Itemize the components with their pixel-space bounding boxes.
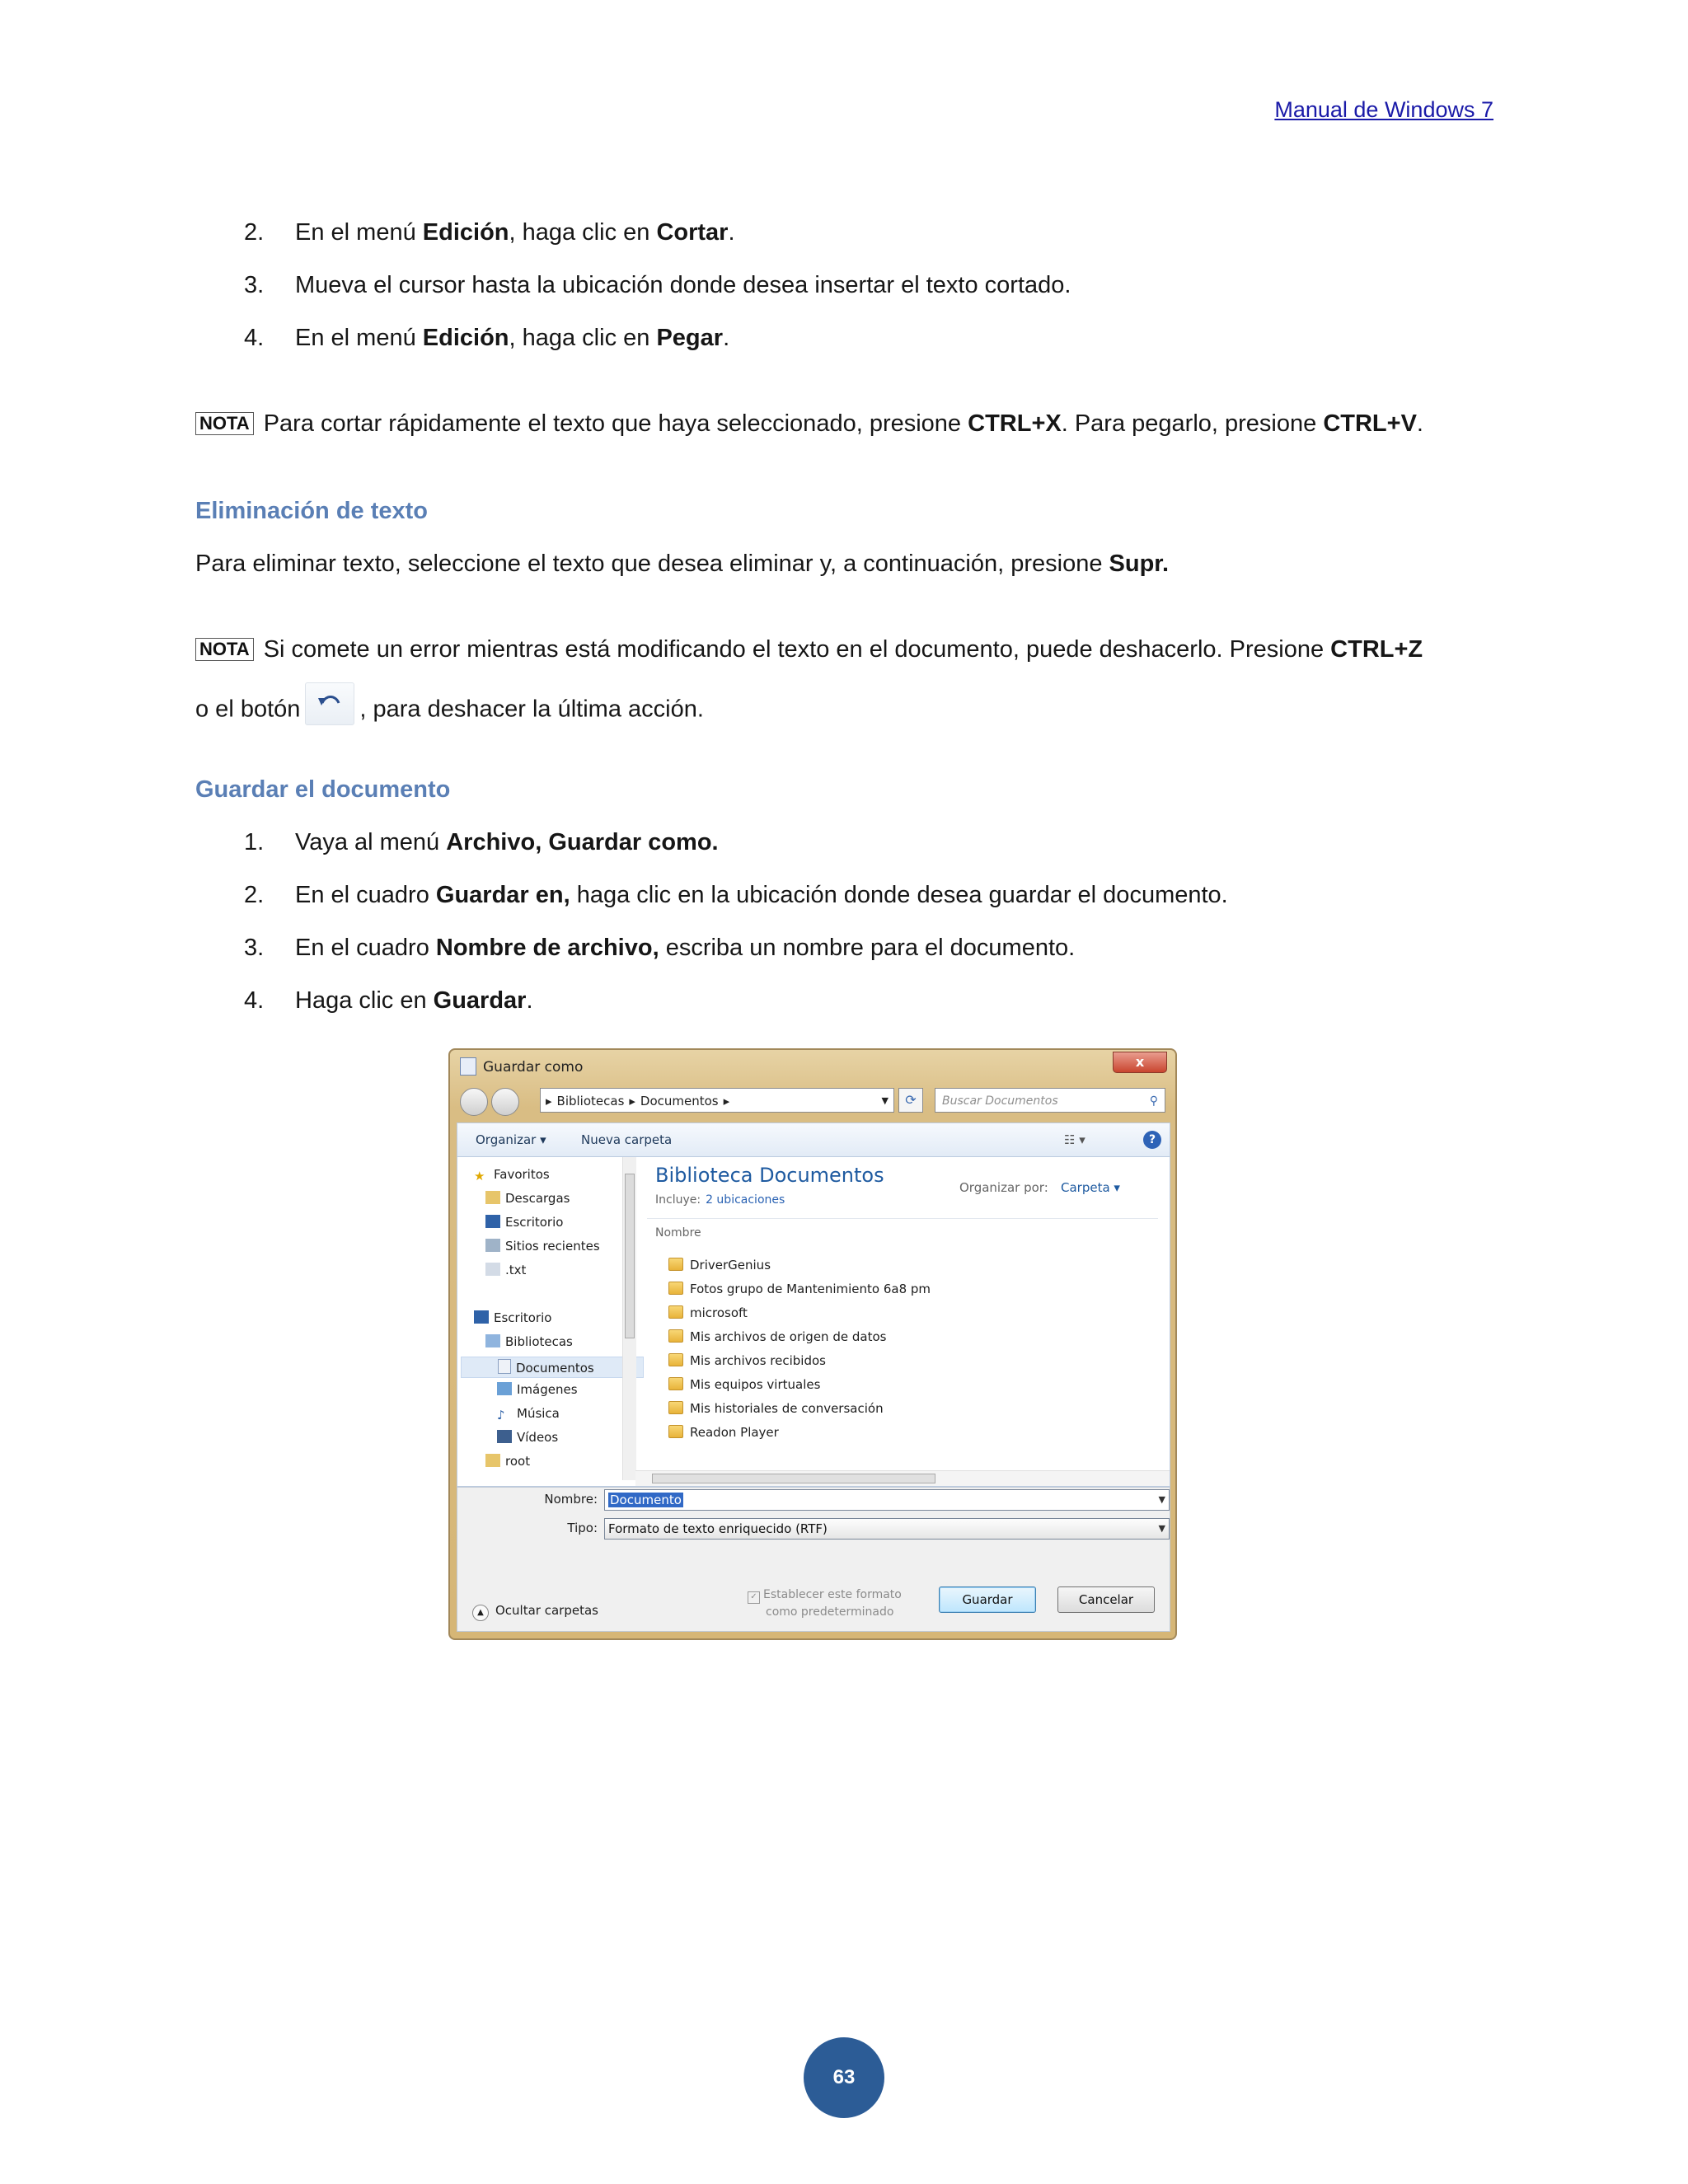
nav-item-favorites[interactable]: ★ Favoritos <box>474 1167 550 1183</box>
list-item: 3. Mueva el cursor hasta la ubicación donde desea insertar el texto cortado. <box>244 272 1071 298</box>
back-button[interactable] <box>460 1088 488 1116</box>
nav-item-documents[interactable]: Documentos <box>461 1357 644 1378</box>
save-as-dialog <box>448 1048 1177 1640</box>
default-format-checkbox[interactable]: ✓ Establecer este formato como predeterminado <box>748 1586 902 1620</box>
nav-item-desktop[interactable]: Escritorio <box>485 1215 563 1230</box>
list-item[interactable]: Mis historiales de conversación <box>668 1401 884 1416</box>
nav-item-music[interactable]: ♪ Música <box>497 1406 560 1422</box>
pictures-icon <box>497 1382 512 1395</box>
list-item: 4. En el menú Edición, haga clic en Pegar. <box>244 325 730 351</box>
libraries-icon <box>485 1334 500 1347</box>
note-paragraph: NOTA Para cortar rápidamente el texto que haya seleccionado, presione CTRL+X. Para pegarlo, presione CTRL+V. <box>195 410 1423 438</box>
organize-button[interactable]: Organizar ▾ <box>476 1132 546 1147</box>
nav-scroll-thumb[interactable] <box>625 1174 635 1338</box>
item-number: 2. <box>244 882 265 908</box>
checkbox-icon[interactable]: ✓ <box>748 1591 760 1604</box>
view-options-icon[interactable]: ☷ ▾ <box>1064 1132 1085 1147</box>
column-header-name[interactable]: Nombre <box>655 1226 701 1240</box>
videos-icon <box>497 1430 512 1443</box>
forward-button[interactable] <box>491 1088 519 1116</box>
page-number: 63 <box>804 2037 884 2118</box>
arrange-label: Organizar por: <box>959 1180 1048 1195</box>
breadcrumb-item[interactable]: Documentos <box>640 1094 719 1108</box>
file-list-pane <box>635 1157 1170 1486</box>
list-item[interactable]: Mis equipos virtuales <box>668 1377 820 1392</box>
list-item[interactable]: Mis archivos recibidos <box>668 1353 826 1368</box>
library-icon: ▸ <box>546 1094 552 1108</box>
column-divider <box>647 1218 1158 1219</box>
data-source-folder-icon <box>668 1329 683 1343</box>
item-number: 3. <box>244 272 265 298</box>
command-bar <box>457 1122 1170 1157</box>
list-item[interactable]: microsoft <box>668 1305 748 1320</box>
section-heading: Eliminación de texto <box>195 498 428 524</box>
browser-area <box>457 1157 1170 1487</box>
downloads-icon <box>485 1191 500 1204</box>
chevron-down-icon[interactable]: ▼ <box>1158 1494 1165 1505</box>
list-item[interactable]: DriverGenius <box>668 1258 771 1272</box>
section-heading: Guardar el documento <box>195 776 451 803</box>
hide-folders-button[interactable]: ▲ Ocultar carpetas <box>472 1603 598 1621</box>
save-options-area <box>457 1487 1170 1632</box>
dialog-title: Guardar como <box>483 1059 584 1076</box>
list-item: 2. En el cuadro Guardar en, haga clic en la ubicación donde desea guardar el documento. <box>244 882 1228 908</box>
includes-link[interactable]: 2 ubicaciones <box>706 1193 785 1207</box>
note-paragraph-line2: o el botón , para deshacer la última acción. <box>195 689 704 732</box>
desktop-icon <box>474 1310 489 1324</box>
header-link[interactable]: Manual de Windows 7 <box>1274 97 1493 122</box>
item-number: 2. <box>244 219 265 246</box>
name-label: Nombre: <box>544 1492 598 1507</box>
help-icon[interactable]: ? <box>1143 1131 1161 1149</box>
desktop-icon <box>485 1215 500 1228</box>
item-number: 1. <box>244 829 265 855</box>
star-icon: ★ <box>474 1169 485 1183</box>
folder-icon <box>668 1401 683 1414</box>
music-icon: ♪ <box>497 1408 505 1422</box>
note-badge: NOTA <box>195 412 254 435</box>
list-item[interactable]: Readon Player <box>668 1425 779 1440</box>
breadcrumb-separator-icon: ▸ <box>723 1094 730 1108</box>
folder-icon <box>668 1353 683 1366</box>
folder-icon <box>668 1425 683 1438</box>
search-icon: ⚲ <box>1149 1094 1158 1108</box>
nav-item-downloads[interactable]: Descargas <box>485 1191 570 1206</box>
address-dropdown-icon[interactable]: ▼ <box>881 1095 889 1106</box>
undo-icon <box>305 682 354 725</box>
folder-icon <box>668 1377 683 1390</box>
nav-scrollbar[interactable] <box>622 1157 636 1480</box>
chevron-down-icon[interactable]: ▼ <box>1158 1523 1165 1534</box>
list-item[interactable]: Fotos grupo de Mantenimiento 6a8 pm <box>668 1282 931 1296</box>
list-item: 4. Haga clic en Guardar. <box>244 987 533 1014</box>
arrange-dropdown[interactable]: Carpeta ▾ <box>1061 1180 1120 1195</box>
library-title: Biblioteca Documentos <box>655 1164 884 1187</box>
search-input[interactable]: Buscar Documentos ⚲ <box>935 1088 1165 1113</box>
list-item: 3. En el cuadro Nombre de archivo, escriba un nombre para el documento. <box>244 935 1076 961</box>
recent-places-icon <box>485 1239 500 1252</box>
nav-item-txt[interactable]: .txt <box>485 1263 526 1277</box>
nav-item-libraries[interactable]: Bibliotecas <box>485 1334 573 1349</box>
user-folder-icon <box>485 1454 500 1467</box>
navigation-pane <box>457 1157 636 1486</box>
nav-item-desktop-root[interactable]: Escritorio <box>474 1310 551 1325</box>
item-number: 4. <box>244 325 265 351</box>
list-item[interactable]: Mis archivos de origen de datos <box>668 1329 886 1344</box>
dialog-icon <box>460 1057 476 1076</box>
new-folder-button[interactable]: Nueva carpeta <box>581 1132 673 1147</box>
item-number: 3. <box>244 935 265 961</box>
file-list-scroll-thumb[interactable] <box>652 1474 935 1483</box>
nav-item-root[interactable]: root <box>485 1454 530 1469</box>
nav-item-videos[interactable]: Vídeos <box>497 1430 558 1445</box>
file-list-scrollbar[interactable] <box>635 1470 1170 1486</box>
breadcrumb-item[interactable]: Bibliotecas <box>556 1094 625 1108</box>
nav-item-recent[interactable]: Sitios recientes <box>485 1239 600 1254</box>
chevron-up-icon: ▲ <box>472 1605 489 1621</box>
address-bar[interactable] <box>540 1088 894 1113</box>
list-item: 1. Vaya al menú Archivo, Guardar como. <box>244 829 719 855</box>
nav-item-images[interactable]: Imágenes <box>497 1382 578 1397</box>
folder-icon <box>668 1282 683 1295</box>
close-button[interactable]: x <box>1113 1052 1167 1073</box>
folder-icon <box>668 1258 683 1271</box>
file-type-select[interactable]: Formato de texto enriquecido (RTF) ▼ <box>604 1518 1170 1540</box>
note-paragraph: NOTA Si comete un error mientras está modificando el texto en el documento, puede deshacerlo. Presione CTRL+Z <box>195 636 1423 663</box>
note-badge: NOTA <box>195 638 254 661</box>
folder-icon <box>668 1305 683 1319</box>
refresh-button[interactable]: ⟳ <box>898 1088 923 1113</box>
body-paragraph: Para eliminar texto, seleccione el texto que desea eliminar y, a continuación, presione Supr. <box>195 551 1170 577</box>
type-label: Tipo: <box>567 1521 598 1535</box>
filename-field[interactable]: Documento ▼ <box>604 1489 1170 1511</box>
file-icon <box>485 1263 500 1276</box>
library-includes: Incluye: 2 ubicaciones <box>655 1193 785 1207</box>
cancel-button[interactable]: Cancelar <box>1057 1586 1155 1613</box>
item-number: 4. <box>244 987 265 1014</box>
documents-icon <box>498 1359 511 1374</box>
list-item: 2. En el menú Edición, haga clic en Cortar. <box>244 219 735 246</box>
save-button[interactable]: Guardar <box>939 1586 1036 1613</box>
breadcrumb-separator-icon: ▸ <box>629 1094 635 1108</box>
